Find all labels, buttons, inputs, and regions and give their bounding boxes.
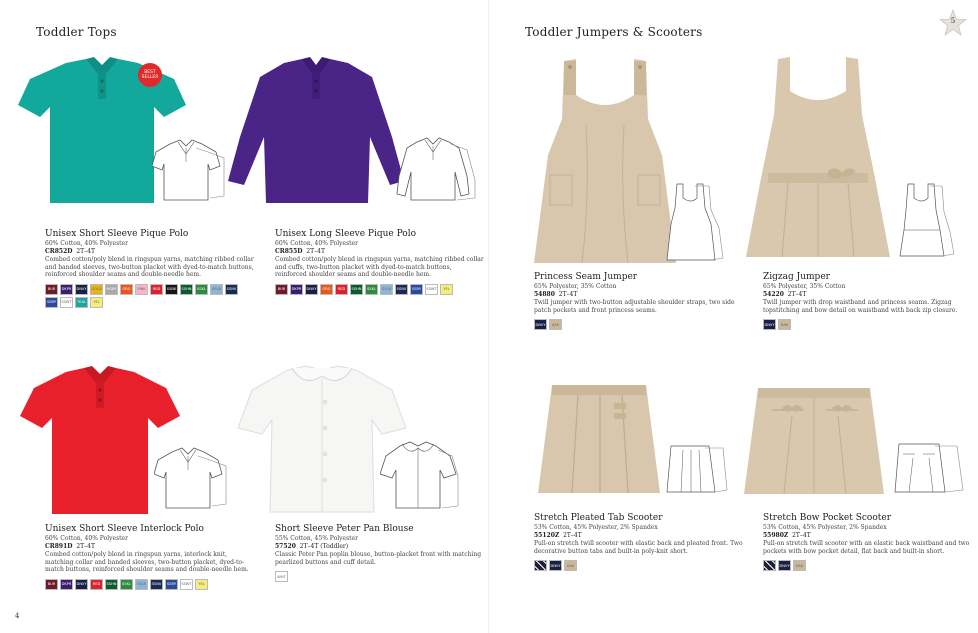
pleated-scooter-photo bbox=[534, 383, 664, 495]
product-title: Stretch Bow Pocket Scooter bbox=[763, 513, 892, 523]
color-swatch-org: ORG bbox=[320, 284, 333, 295]
product-short-sleeve-pique-polo bbox=[45, 229, 255, 308]
color-swatch-sslb: SSLB bbox=[380, 284, 393, 295]
color-swatch-dnvy: DNVY bbox=[305, 284, 318, 295]
product-fabric: 65% Polyester, 35% Cotton bbox=[763, 283, 846, 290]
purple-polo-sketch bbox=[395, 136, 477, 206]
product-description: Combed cotton/poly blend in ringspun yarns, matching ribbed collar and banded sleeves, two-button placket with dyed-to-match buttons, reinforced shoulder seams and double-needle hem. bbox=[45, 256, 254, 279]
product-style-number: 55980Z bbox=[763, 532, 789, 539]
color-swatch-org: ORG bbox=[120, 284, 133, 295]
product-description: Classic Peter Pan poplin blouse, button-placket front with matching pearlized buttons and cuff detail. bbox=[275, 551, 482, 566]
color-swatch-kak: KAK bbox=[793, 560, 806, 571]
product-sizes: 2T–4T bbox=[306, 248, 325, 255]
product-title: Princess Seam Jumper bbox=[534, 272, 638, 282]
color-swatch-bur: BUR bbox=[45, 284, 58, 295]
color-swatch-teal: TEAL bbox=[75, 297, 88, 308]
color-swatch-dnvy: DNVY bbox=[75, 284, 88, 295]
product-sizes: 2T–4T bbox=[76, 248, 95, 255]
product-style-number: CR891D bbox=[45, 543, 73, 550]
product-sizes: 2T–4T bbox=[76, 543, 95, 550]
purple-polo-photo bbox=[226, 57, 404, 207]
product-short-sleeve-interlock-polo bbox=[45, 524, 255, 590]
product-zigzag-jumper bbox=[763, 272, 973, 330]
product-title: Short Sleeve Peter Pan Blouse bbox=[275, 524, 414, 534]
product-sizes: 2T–4T bbox=[792, 532, 811, 539]
product-fabric: 60% Cotton, 40% Polyester bbox=[275, 240, 358, 247]
left-page-title: Toddler Tops bbox=[36, 25, 117, 39]
product-sizes: 2T–4T bbox=[787, 291, 807, 298]
color-swatch-yel: YEL bbox=[440, 284, 453, 295]
color-swatches bbox=[275, 284, 475, 295]
product-princess-seam-jumper bbox=[534, 272, 744, 330]
right-page-number: 5 bbox=[950, 17, 956, 25]
product-sizes: 2T–4T bbox=[563, 532, 582, 539]
product-title: Unisex Long Sleeve Pique Polo bbox=[275, 229, 417, 239]
product-style-number: CR855D bbox=[275, 248, 303, 255]
color-swatch-sskl: SSKL bbox=[365, 284, 378, 295]
plaid-pattern-swatch bbox=[763, 560, 776, 571]
pleated-scooter-sketch bbox=[665, 444, 729, 496]
plaid-pattern-swatch bbox=[534, 560, 547, 571]
color-swatch-sshn: SSHN bbox=[105, 579, 118, 590]
color-swatch-pink: PINK bbox=[135, 284, 148, 295]
product-title: Unisex Short Sleeve Pique Polo bbox=[45, 229, 189, 239]
color-swatches bbox=[763, 319, 963, 330]
color-swatch-ssbk: SSBK bbox=[165, 284, 178, 295]
product-fabric: 60% Cotton, 40% Polyester bbox=[45, 535, 128, 542]
product-style-line bbox=[534, 291, 744, 299]
color-swatch-red: RED bbox=[150, 284, 163, 295]
color-swatch-dnvy: DNVY bbox=[75, 579, 88, 590]
color-swatches bbox=[763, 560, 963, 571]
left-page-number: 4 bbox=[15, 612, 20, 620]
product-fabric: 53% Cotton, 45% Polyester, 2% Spandex bbox=[763, 524, 887, 531]
color-swatch-sswt: SSWT bbox=[60, 297, 73, 308]
color-swatch-yel: YEL bbox=[195, 579, 208, 590]
product-style-line bbox=[45, 248, 255, 256]
product-style-line bbox=[763, 291, 973, 299]
color-swatch-dkpr: DKPR bbox=[60, 284, 73, 295]
color-swatch-dnvy: DNVY bbox=[549, 560, 562, 571]
product-title: Stretch Pleated Tab Scooter bbox=[534, 513, 663, 523]
color-swatch-ssry: SSRY bbox=[45, 297, 58, 308]
teal-polo-sketch bbox=[152, 136, 226, 206]
color-swatch-hgry: HGRY bbox=[105, 284, 118, 295]
color-swatches bbox=[45, 579, 245, 590]
color-swatch-kak: KAK bbox=[564, 560, 577, 571]
product-style-line bbox=[45, 543, 255, 551]
color-swatches bbox=[534, 560, 734, 571]
color-swatches bbox=[275, 571, 475, 582]
product-fabric: 55% Cotton, 45% Polyester bbox=[275, 535, 358, 542]
product-fabric: 53% Cotton, 45% Polyester, 2% Spandex bbox=[534, 524, 658, 531]
color-swatch-dkpr: DKPR bbox=[290, 284, 303, 295]
product-style-line bbox=[534, 532, 744, 540]
color-swatch-dnvy: DNVY bbox=[763, 319, 776, 330]
color-swatch-ssry: SSRY bbox=[165, 579, 178, 590]
color-swatch-bur: BUR bbox=[45, 579, 58, 590]
color-swatch-ssry: SSRY bbox=[410, 284, 423, 295]
zigzag-jumper-sketch bbox=[896, 180, 956, 260]
color-swatches bbox=[45, 284, 245, 308]
color-swatches bbox=[534, 319, 734, 330]
princess-jumper-photo bbox=[530, 55, 680, 265]
color-swatch-kak: KAK bbox=[549, 319, 562, 330]
product-description: Combed cotton/poly blend in ringspun yarns, matching ribbed collar and cuffs, two-button placket with dyed-to-match buttons, reinforced shoulder seams and double-needle hem. bbox=[275, 256, 484, 279]
color-swatch-sslb: SSLB bbox=[135, 579, 148, 590]
red-polo-sketch bbox=[154, 444, 228, 514]
product-title: Unisex Short Sleeve Interlock Polo bbox=[45, 524, 204, 534]
product-description: Twill jumper with two-button adjustable shoulder straps, two side patch pockets and front princess seams. bbox=[534, 299, 735, 314]
product-description: Twill jumper with drop waistband and princess seams. Zigzag topstitching and bow detail on waistband with back zip closure. bbox=[763, 299, 958, 314]
product-description: Pull-on stretch twill scooter with an elastic back waistband and two pockets with bow pocket detail, flat back and built-in short. bbox=[763, 540, 970, 555]
color-swatch-sshn: SSHN bbox=[350, 284, 363, 295]
product-style-line bbox=[275, 248, 485, 256]
color-swatch-gold: GOLD bbox=[90, 284, 103, 295]
product-peter-pan-blouse bbox=[275, 524, 485, 582]
color-swatch-red: RED bbox=[335, 284, 348, 295]
product-stretch-pleated-tab-scooter bbox=[534, 513, 744, 571]
princess-jumper-sketch bbox=[665, 180, 725, 262]
color-swatch-ssnv: SSNV bbox=[395, 284, 408, 295]
product-style-number: CR852D bbox=[45, 248, 73, 255]
product-style-number: 54880 bbox=[534, 291, 555, 298]
color-swatch-sslb: SSLB bbox=[210, 284, 223, 295]
color-swatch-sskl: SSKL bbox=[195, 284, 208, 295]
product-stretch-bow-pocket-scooter bbox=[763, 513, 973, 571]
product-style-number: 57520 bbox=[275, 543, 296, 550]
product-sizes: 2T–4T (Toddler) bbox=[299, 543, 349, 550]
color-swatch-sshn: SSHN bbox=[180, 284, 193, 295]
page-number-star bbox=[939, 9, 967, 37]
page-gutter bbox=[488, 0, 490, 633]
right-page-title: Toddler Jumpers & Scooters bbox=[525, 25, 703, 39]
product-style-number: 55120Z bbox=[534, 532, 560, 539]
product-sizes: 2T–4T bbox=[558, 291, 578, 298]
product-description: Pull-on stretch twill scooter with elastic back and pleated front. Two decorative button tabs and built-in poly-knit short. bbox=[534, 540, 743, 555]
product-style-line bbox=[763, 532, 973, 540]
product-style-line bbox=[275, 543, 485, 551]
color-swatch-red: RED bbox=[90, 579, 103, 590]
product-description: Combed cotton/poly blend in ringspun yarns, interlock knit, matching collar and banded sleeves, two-button placket, dyed-to-match buttons, reinforced shoulder seams and double-needle hem. bbox=[45, 551, 249, 574]
color-swatch-dkpr: DKPR bbox=[60, 579, 73, 590]
product-title: Zigzag Jumper bbox=[763, 272, 830, 282]
bow-scooter-sketch bbox=[893, 442, 965, 496]
color-swatch-ssnv: SSNV bbox=[150, 579, 163, 590]
color-swatch-dnvy: DNVY bbox=[534, 319, 547, 330]
product-long-sleeve-pique-polo bbox=[275, 229, 485, 295]
color-swatch-sswt: SSWT bbox=[180, 579, 193, 590]
best-seller-badge bbox=[138, 63, 162, 87]
product-fabric: 65% Polyester, 35% Cotton bbox=[534, 283, 617, 290]
color-swatch-bur: BUR bbox=[275, 284, 288, 295]
color-swatch-ssnv: SSNV bbox=[225, 284, 238, 295]
color-swatch-dnvy: DNVY bbox=[778, 560, 791, 571]
zigzag-jumper-photo bbox=[742, 55, 894, 260]
white-blouse-sketch bbox=[380, 440, 460, 512]
best-seller-badge-text: BEST SELLER bbox=[141, 70, 159, 80]
color-swatch-yel: YEL bbox=[90, 297, 103, 308]
color-swatch-kak: KAK bbox=[778, 319, 791, 330]
color-swatch-sswt: SSWT bbox=[425, 284, 438, 295]
product-fabric: 60% Cotton, 40% Polyester bbox=[45, 240, 128, 247]
product-style-number: 54220 bbox=[763, 291, 784, 298]
color-swatch-wht: WHT bbox=[275, 571, 288, 582]
bow-scooter-photo bbox=[742, 386, 887, 496]
color-swatch-sskl: SSKL bbox=[120, 579, 133, 590]
